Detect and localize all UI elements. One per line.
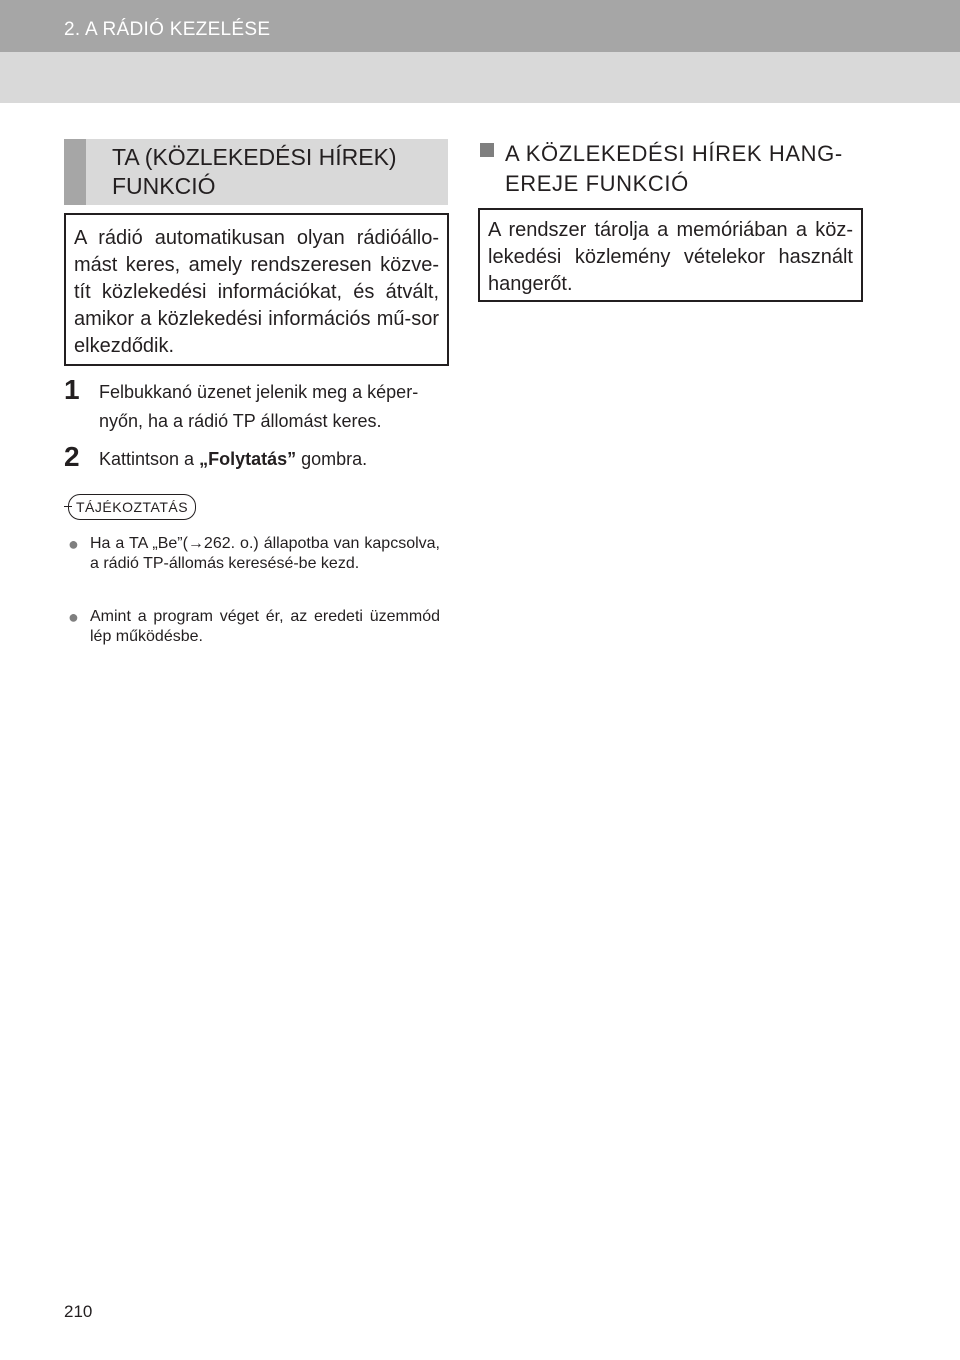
header-band: [0, 0, 960, 52]
volume-info-box: [478, 208, 863, 302]
bullet-icon: ●: [68, 534, 79, 554]
section-title-accent: [64, 139, 86, 205]
step-2: [64, 443, 452, 475]
section-title-bar: [64, 139, 448, 205]
section-title: TA (KÖZLEKEDÉSI HÍREK) FUNKCIÓ: [112, 144, 397, 199]
square-bullet-icon: [480, 143, 494, 157]
step-text-before: Kattintson a: [99, 449, 200, 469]
intro-box: [64, 213, 449, 366]
step-text: Felbukkanó üzenet jelenik meg a képer-nyőn, ha a rádió TP állomást keres.: [99, 382, 419, 431]
continue-button-label: „Folytatás”: [199, 449, 297, 469]
note-label: TÁJÉKOZTATÁS: [68, 494, 196, 520]
subsection-heading: [480, 139, 864, 199]
note-item: [68, 607, 440, 651]
bullet-icon: ●: [68, 607, 79, 627]
step-1: [64, 376, 452, 436]
note-text: Ha a TA „Be”(→262. o.) állapotba van kapcsolva, a rádió TP-állomás keresésé-be kezd.: [90, 535, 440, 572]
step-text-after: gombra.: [296, 449, 368, 469]
subsection-title: A KÖZLEKEDÉSI HÍREK HANG- EREJE FUNKCIÓ: [505, 141, 843, 196]
step-number: 1: [64, 374, 80, 405]
intro-text: A rádió automatikusan olyan rádióállo-mást keres, amely rendszeresen közve-tít közlekedési információkat, és átvált, amikor a közlekedési információs mű-sor elkezdődik.: [74, 227, 439, 357]
page-header: [0, 0, 960, 103]
page-number: 210: [64, 1302, 93, 1321]
step-text: [99, 445, 452, 474]
chapter-title: 2. A RÁDIÓ KEZELÉSE: [64, 19, 271, 40]
step-number: 2: [64, 441, 80, 472]
volume-info-text: A rendszer tárolja a memóriában a köz-lekedési közlemény vételekor használt hangerőt.: [488, 219, 853, 295]
note-text: Amint a program véget ér, az eredeti üzemmód lép működésbe.: [90, 608, 440, 645]
note-item: [68, 534, 440, 598]
